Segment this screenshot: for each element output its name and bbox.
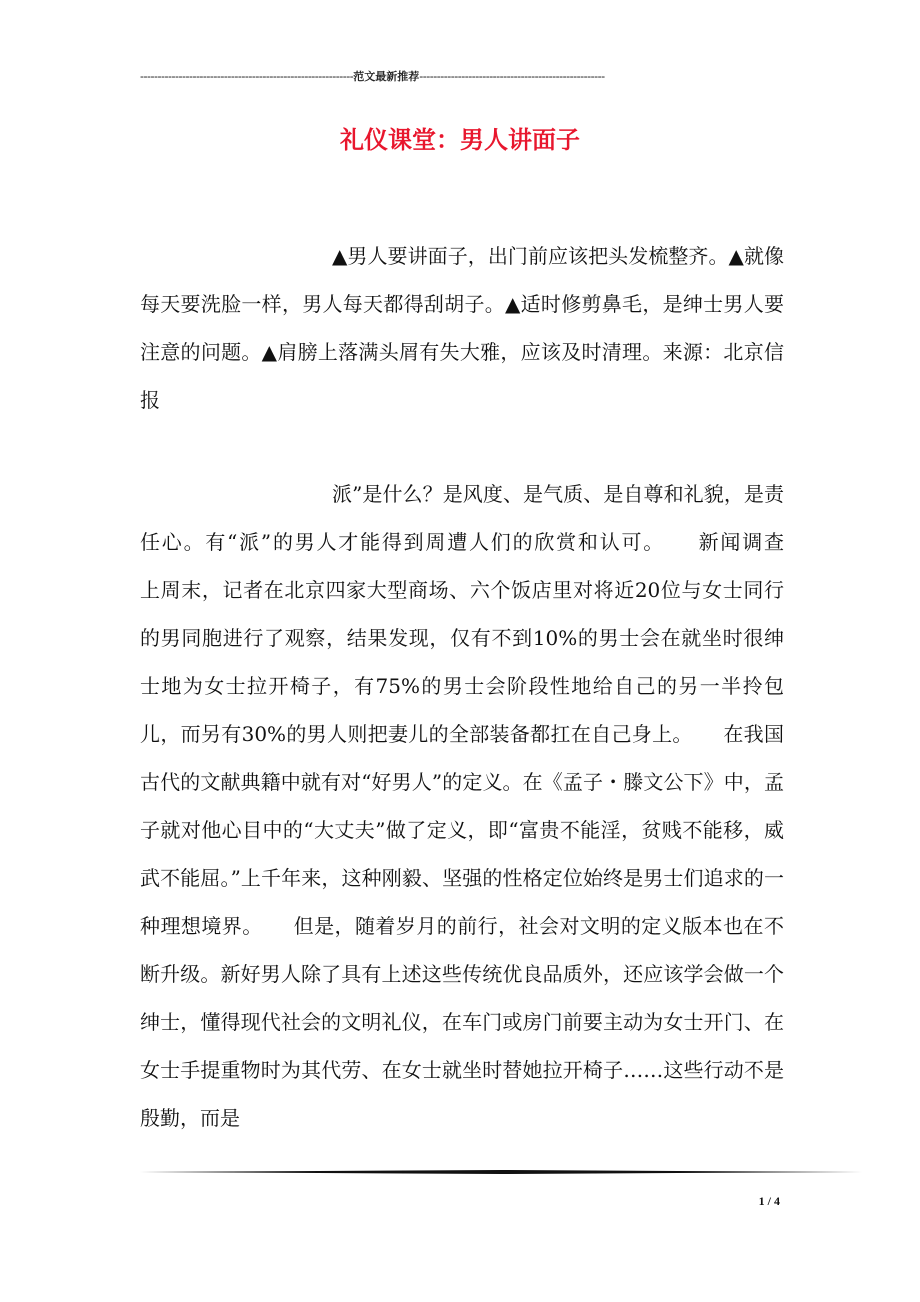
header-label: 范文最新推荐 xyxy=(353,71,420,83)
footer-rule xyxy=(140,1170,862,1174)
page-header xyxy=(140,68,780,85)
header-dashes-left: ------------------------------------------------------------- xyxy=(140,69,354,83)
paragraph-intro: ▲男人要讲面子，出门前应该把头发梳整齐。▲就像每天要洗脸一样，男人每天都得刮胡子。▲适时修剪鼻毛，是绅士男人要注意的问题。▲肩膀上落满头屑有失大雅，应该及时清理。来源：北京信报 xyxy=(140,244,784,412)
header-dashes-right: ----------------------------------------------------- xyxy=(419,69,605,83)
document-title: 礼仪课堂：男人讲面子 xyxy=(340,125,580,154)
page-number: 1 / 4 xyxy=(758,1194,780,1208)
paragraph-body: 派”是什么？是风度、是气质、是自尊和礼貌，是责任心。有“派”的男人才能得到周遭人们的欣赏和认可。 新闻调查 上周末，记者在北京四家大型商场、六个饭店里对将近20位与女士同行的男同胞进行了观察，结果发现，仅有不到10%的男士会在就坐时很绅士地为女士拉开椅子，有75%的男士会阶段性地给自己的另一半拎包儿，而另有30%的男人则把妻儿的全部装备都扛在自己身上。 在我国古代的文献典籍中就有对“好男人”的定义。在《孟子・滕文公下》中，孟子就对他心目中的“大丈夫”做了定义，即“富贵不能淫，贫贱不能移，威武不能屈。”上千年来，这种刚毅、坚强的性格定位始终是男士们追求的一种理想境界。 但是，随着岁月的前行，社会对文明的定义版本也在不断升级。新好男人除了具有上述这些传统优良品质外，还应该学会做一个绅士，懂得现代社会的文明礼仪，在车门或房门前要主动为女士开门、在女士手提重物时为其代劳、在女士就坐时替她拉开椅子……这些行动不是殷勤，而是 xyxy=(140,482,824,1130)
